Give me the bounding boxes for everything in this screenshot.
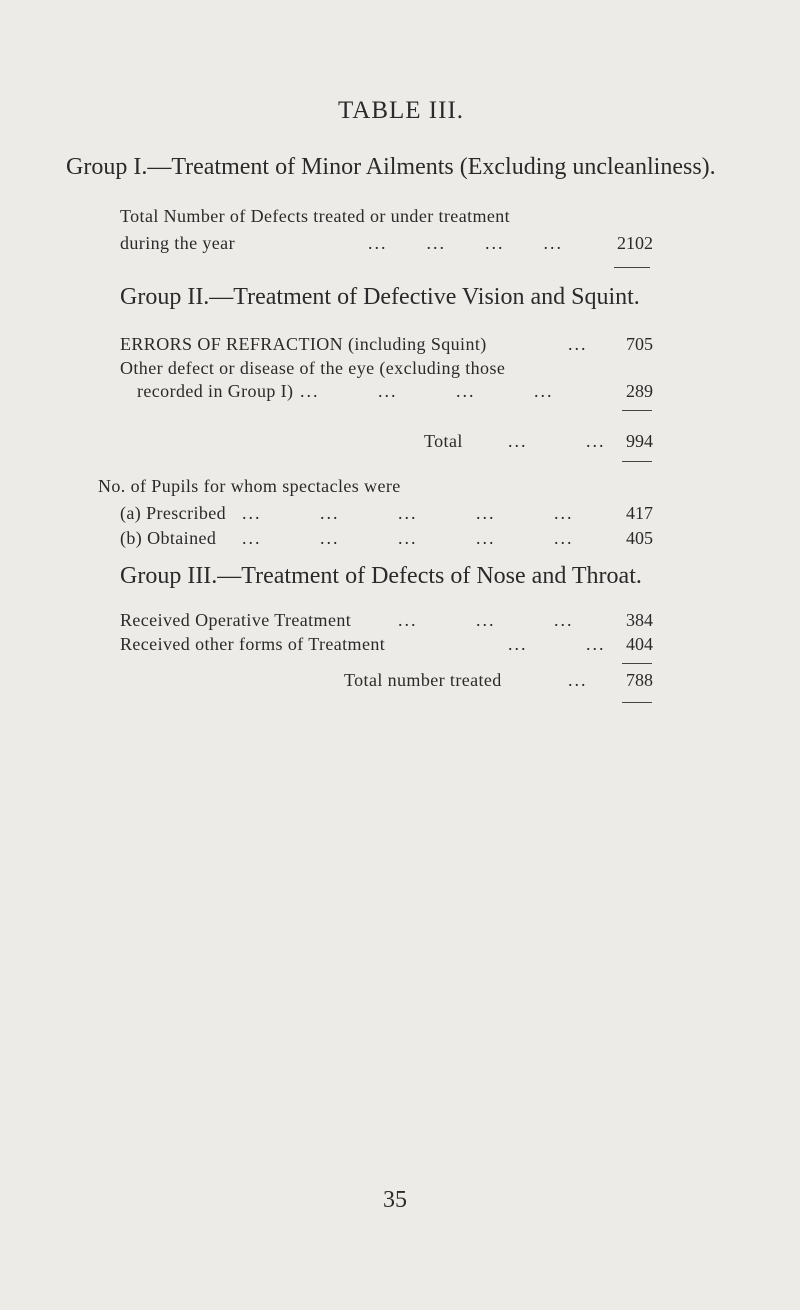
rule [622, 702, 652, 703]
table-title: TABLE III. [338, 97, 465, 124]
group2-total-value: 994 [626, 431, 653, 451]
leader-dots: ... [568, 334, 588, 354]
rule [622, 410, 652, 411]
leader-dots: ... ... ... ... [300, 381, 554, 401]
leader-dots: ... ... ... ... [368, 233, 563, 253]
group2-other-value: 289 [626, 381, 653, 401]
group1-line2: during the year [120, 233, 235, 253]
leader-dots: ... ... [508, 634, 606, 654]
group2-pupils-label: No. of Pupils for whom spectacles were [98, 476, 401, 496]
rule [622, 663, 652, 664]
leader-dots: ... ... ... ... ... [242, 528, 574, 548]
rule [614, 267, 650, 268]
group2-prescribed-label: (a) Prescribed [120, 503, 227, 523]
group3-heading: Group III.—Treatment of Defects of Nose and Throat. [120, 563, 642, 589]
group2-errors-label: ERRORS OF REFRACTION (including Squint) [120, 334, 487, 354]
group2-obtained-value: 405 [626, 528, 653, 548]
group3-operative-label: Received Operative Treatment [120, 610, 352, 630]
group1-heading: Group I.—Treatment of Minor Ailments (Excluding uncleanliness). [66, 154, 716, 180]
group3-operative-value: 384 [626, 610, 653, 630]
group2-prescribed-value: 417 [626, 503, 653, 523]
group2-other-line1: Other defect or disease of the eye (excluding those [120, 358, 506, 378]
group2-obtained-label: (b) Obtained [120, 528, 217, 548]
group3-total-label: Total number treated [344, 670, 502, 690]
group3-total-value: 788 [626, 670, 653, 690]
leader-dots: ... [568, 670, 588, 690]
leader-dots: ... ... ... ... ... [242, 503, 574, 523]
group1-line1: Total Number of Defects treated or under treatment [120, 206, 511, 226]
group3-other-value: 404 [626, 634, 653, 654]
group3-other-label: Received other forms of Treatment [120, 634, 386, 654]
rule [622, 461, 652, 462]
leader-dots: ... ... [508, 431, 606, 451]
group1-value: 2102 [617, 233, 653, 253]
group2-other-line2: recorded in Group I) [137, 381, 294, 401]
leader-dots: ... ... ... [398, 610, 574, 630]
group2-errors-value: 705 [626, 334, 653, 354]
group2-heading: Group II.—Treatment of Defective Vision and Squint. [120, 284, 640, 310]
group2-total-label: Total [424, 431, 463, 451]
page-number: 35 [383, 1187, 407, 1213]
